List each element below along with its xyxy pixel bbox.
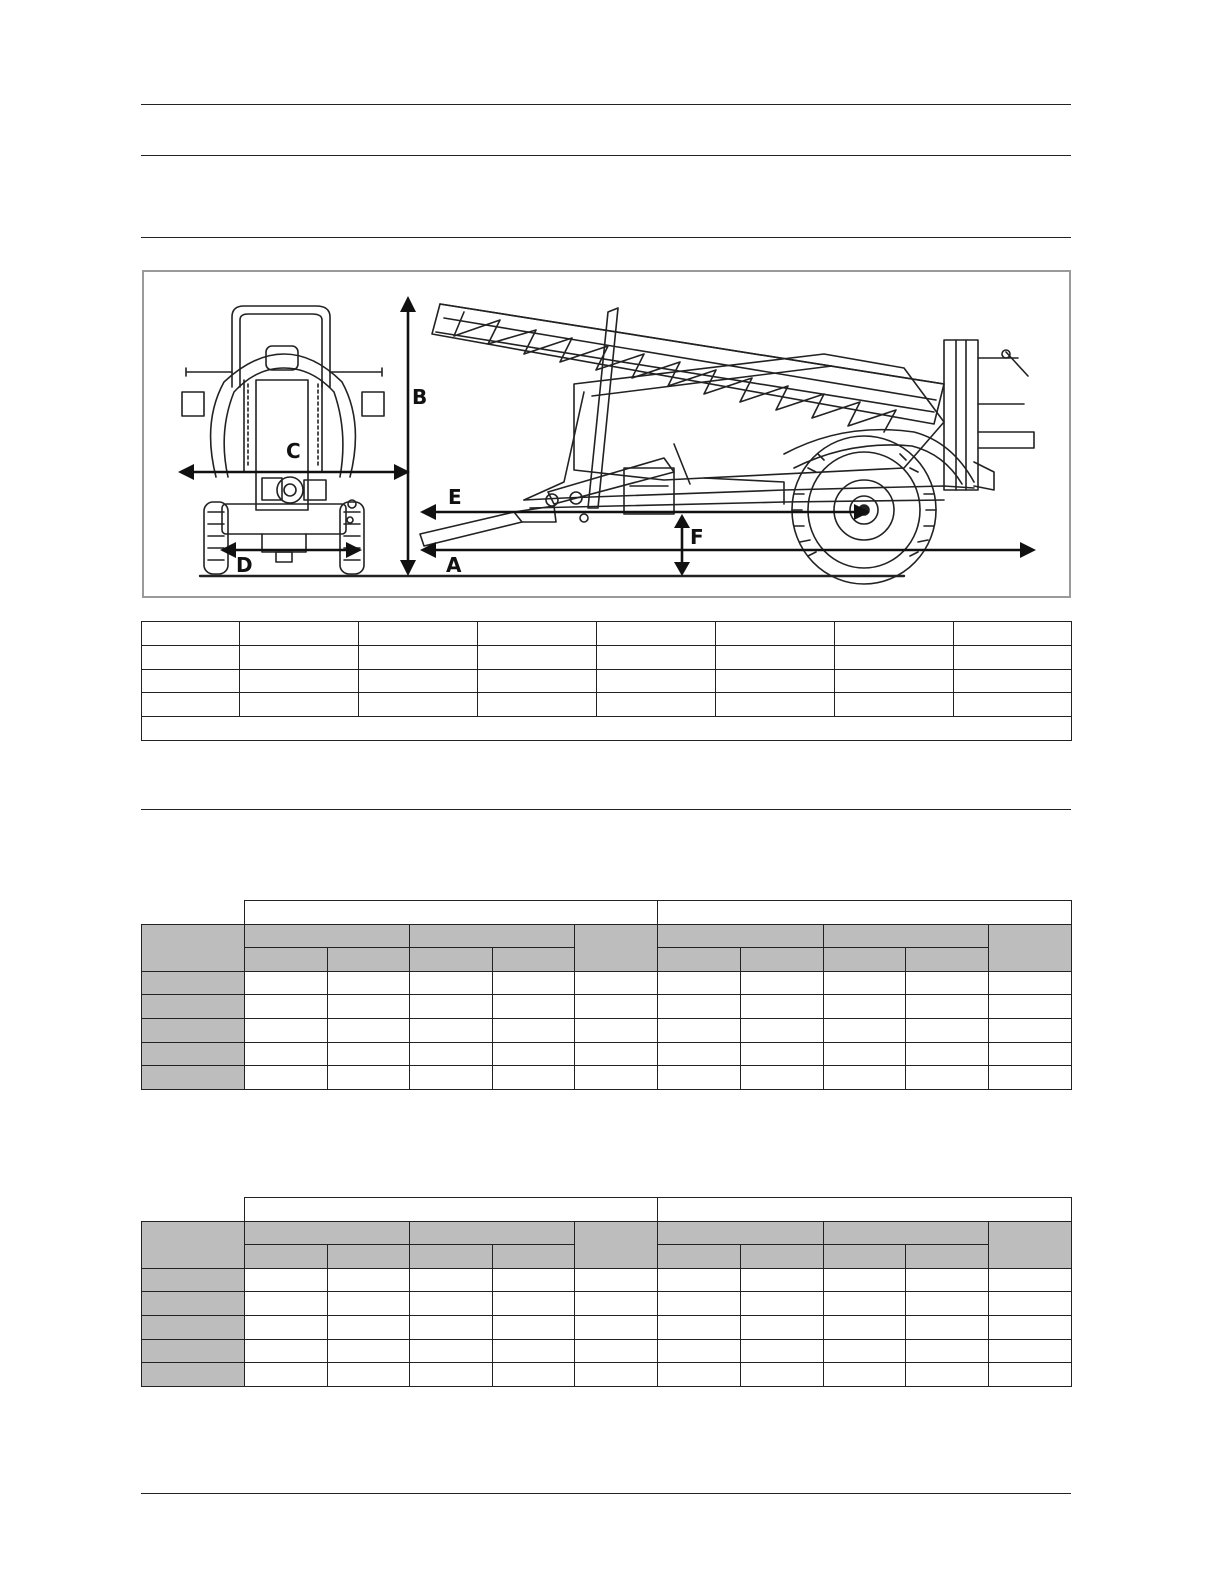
table-header-row	[142, 1221, 1072, 1245]
table-header-row	[142, 901, 1072, 925]
table-row	[142, 971, 1072, 995]
rear-view-drawing	[182, 306, 384, 574]
table-row	[142, 1339, 1072, 1363]
dimension-figure	[142, 270, 1071, 598]
table-header-row	[142, 924, 1072, 948]
section-rule-2	[141, 809, 1071, 810]
table-header-row	[142, 1198, 1072, 1222]
label-c: C	[286, 439, 301, 463]
sprayer-drawing	[144, 272, 1069, 596]
section-rule-1	[141, 237, 1071, 238]
table-row	[142, 1315, 1072, 1339]
side-view-drawing	[420, 304, 1034, 584]
label-e: E	[448, 485, 462, 509]
header-rule-bottom	[141, 155, 1071, 156]
table-row	[142, 1292, 1072, 1316]
spec-table-1	[141, 900, 1072, 1090]
table-row	[142, 693, 1072, 717]
label-f: F	[690, 525, 704, 549]
table-row	[142, 645, 1072, 669]
table-row	[142, 622, 1072, 646]
header-rule-top	[141, 104, 1071, 105]
label-a: A	[446, 553, 462, 577]
table-footnote-row	[142, 717, 1072, 741]
dimensions-table	[141, 621, 1072, 741]
label-b: B	[412, 385, 428, 409]
spec-table-2	[141, 1197, 1072, 1387]
table-row	[142, 995, 1072, 1019]
table-row	[142, 1268, 1072, 1292]
footer-rule	[141, 1493, 1071, 1494]
table-row	[142, 1363, 1072, 1387]
label-d: D	[236, 553, 253, 577]
table-row	[142, 1042, 1072, 1066]
table-row	[142, 1018, 1072, 1042]
table-row	[142, 669, 1072, 693]
table-row	[142, 1066, 1072, 1090]
